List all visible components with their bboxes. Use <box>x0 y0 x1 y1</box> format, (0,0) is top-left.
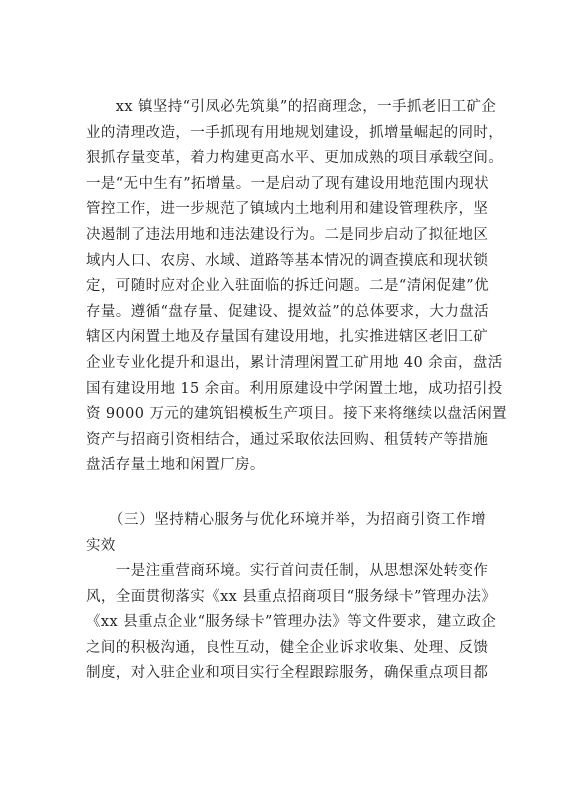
text-line: 决遏制了违法用地和违法建设行为。二是同步启动了拟征地区 <box>86 226 489 243</box>
text-line: 管控工作，进一步规范了镇域内土地利用和建设管理秩序，坚 <box>86 201 489 218</box>
text-line: 存量。遵循“盘存量、促建设、提效益”的总体要求，大力盘活 <box>86 303 490 320</box>
paragraph-business-environment <box>86 559 497 687</box>
text-line: 制度，对入驻企业和项目实行全程跟踪服务，确保重点项目都 <box>86 665 489 682</box>
text-line: 之间的积极沟通，良性互动，健全企业诉求收集、处理、反馈 <box>86 639 489 656</box>
text-line: 定，可随时应对企业入驻面临的拆迁问题。二是“清闲促建”优 <box>86 278 490 295</box>
heading-line: （三）坚持精心服务与优化环境并举，为招商引资工作增 <box>86 512 486 528</box>
heading-line: 实效 <box>86 537 116 554</box>
section-heading-3 <box>86 508 486 559</box>
text-line: 一是注重营商环境。实行首问责任制，从思想深处转变作 <box>86 563 489 579</box>
text-line: 资 9000 万元的建筑铝模板生产项目。接下来将继续以盘活闲置 <box>86 406 508 423</box>
text-line: 风，全面贯彻落实《xx 县重点招商项目“服务绿卡”管理办法》 <box>86 588 497 605</box>
text-line: 业的清理改造，一手抓现有用地规划建设，抓增量崛起的同时， <box>86 124 504 141</box>
text-line: 企业专业化提升和退出，累计清理闲置工矿用地 40 余亩，盘活 <box>86 354 503 371</box>
text-line: xx 镇坚持“引凤必先筑巢”的招商理念，一手抓老旧工矿企 <box>86 99 497 115</box>
text-line: 狠抓存量变革，着力构建更高水平、更加成熟的项目承载空间。 <box>86 150 504 167</box>
text-line: 《xx 县重点企业“服务绿卡”管理办法》等文件要求，建立政企 <box>86 614 497 631</box>
text-line: 域内人口、农房、水域、道路等基本情况的调查摸底和现状锁 <box>86 252 489 269</box>
text-line: 盘活存量土地和闲置厂房。 <box>86 457 265 474</box>
text-line: 一是“无中生有”拓增量。一是启动了现有建设用地范围内现状 <box>86 175 490 192</box>
text-line: 资产与招商引资相结合，通过采取依法回购、租赁转产等措施 <box>86 431 489 448</box>
text-line: 辖区内闲置土地及存量国有建设用地，扎实推进辖区老旧工矿 <box>86 329 489 346</box>
paragraph-investment-space <box>86 95 508 479</box>
text-line: 国有建设用地 15 余亩。利用原建设中学闲置土地，成功招引投 <box>86 380 503 397</box>
